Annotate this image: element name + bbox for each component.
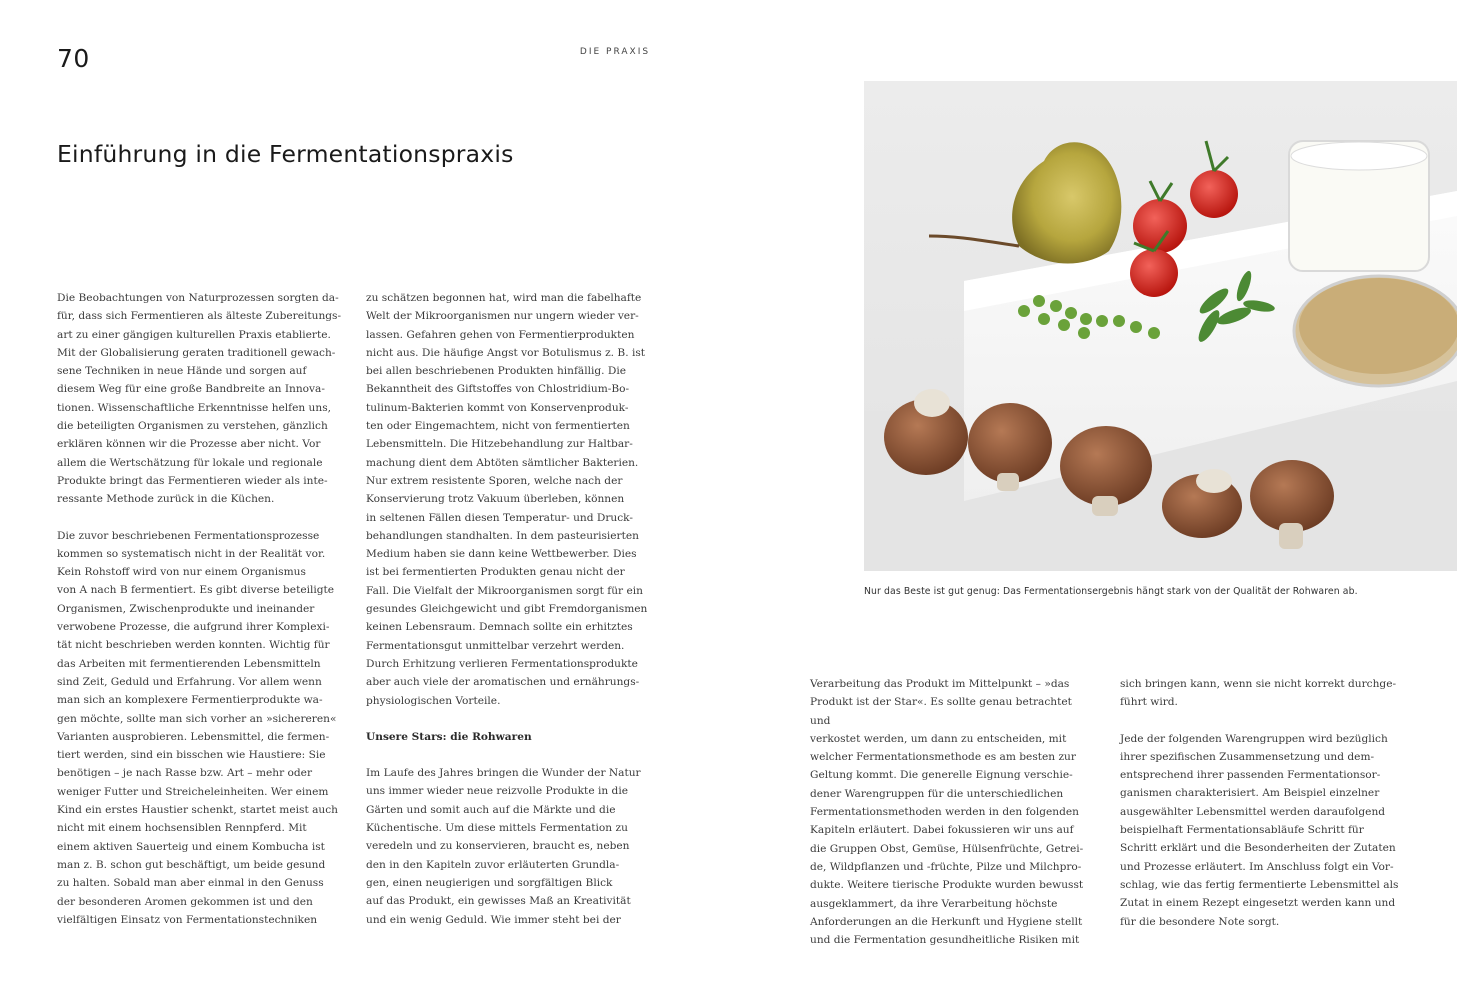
text-column-2 bbox=[366, 289, 651, 947]
paragraph: Die zuvor beschriebenen Fermentationsprozesse kommen so systematisch nicht in der Realität vor. Kein Rohstoff wird von nur einem Organismus von A nach B fermentiert. Es gibt diverse beteiligte Organismen, Zwischenprodukte und ineinander verwobene Prozesse, die aufgrund ihrer Komplexi- tät nicht beschrieben werden konnten. Wichtig für das Arbeiten mit fermentierenden Lebensmitteln sind Zeit, Geduld und Erfahrung. Vor allem wenn man sich an komplexere Fermentierprodukte wa- gen möchte, sollte man sich vorher an »sichereren« Varianten ausprobieren. Lebensmittel, die fermen- tiert werden, sind ein bisschen wie Haustiere: Sie benötigen – je nach Rasse bzw. Art – mehr oder weniger Futter und Streicheleinheiten. Wer einem Kind ein erstes Haustier schenkt, startet meist auch nicht mit einem hochsensiblen Rennpferd. Mit einem aktiven Sauerteig und einem Kombucha ist man z. B. schon gut beschäftigt, um beide gesund zu halten. Sobald man aber einmal in den Genuss der besonderen Aromen gekommen ist und den vielfältigen Einsatz von Fermentationstechniken bbox=[57, 529, 338, 926]
page-number: 70 bbox=[57, 44, 90, 73]
paragraph: sich bringen kann, wenn sie nicht korrekt durchge- führt wird. bbox=[1120, 678, 1397, 709]
text-column-4 bbox=[1120, 675, 1405, 949]
food-photo-illustration bbox=[864, 81, 1457, 571]
paragraph: Im Laufe des Jahres bringen die Wunder der Natur uns immer wieder neue reizvolle Produkte in die Gärten und somit auch auf die Märkte und die Küchentische. Um diese mittels Fermentation zu veredeln und zu konservieren, braucht es, neben den in den Kapiteln zuvor erläuterten Grundla- gen, einen neugierigen und sorgfältigen Blick auf das Produkt, ein gewisses Maß an Kreativität und ein wenig Geduld. Wie immer steht bei der bbox=[366, 767, 641, 926]
subheading: Unsere Stars: die Rohwaren bbox=[366, 730, 532, 743]
paragraph: Die Beobachtungen von Naturprozessen sorgten da- für, dass sich Fermentieren als älteste Zubereitungs- art zu einer gängigen kulturellen Praxis etablierte. Mit der Globalisierung geraten traditionell gewach- sene Techniken in neue Hände und sorgen auf diesem Weg für eine große Bandbreite an Innova- tionen. Wissenschaftliche Erkenntnisse helfen uns, die beteiligten Organismen zu verstehen, gänzlich erklären können wir die Prozesse aber nicht. Vor allem die Wertschätzung für lokale und regionale Produkte bringt das Fermentieren wieder als inte- ressante Methode zurück in die Küchen. bbox=[57, 292, 342, 506]
paragraph: Jede der folgenden Warengruppen wird bezüglich ihrer spezifischen Zusammensetzung und dem- entsprechend ihrer passenden Fermentationsor- ganismen charakterisiert. Am Beispiel einzelner ausgewählter Lebensmittel werden daraufolgend beispielhaft Fermentationsabläufe Schritt für Schritt erklärt und die Besonderheiten der Zutaten und Prozesse erläutert. Im Anschluss folgt ein Vor- schlag, wie das fertig fermentierte Lebensmittel als Zutat in einem Rezept eingesetzt werden kann und für die besondere Note sorgt. bbox=[1120, 732, 1399, 928]
food-photo bbox=[864, 81, 1457, 571]
text-column-3 bbox=[810, 675, 1095, 967]
paragraph: Verarbeitung das Produkt im Mittelpunkt – »das Produkt ist der Star«. Es sollte genau betrachtet und verkostet werden, um dann zu entscheiden, mit welcher Fermentationsmethode es am besten zur Geltung kommt. Die generelle Eignung verschie- dener Warengruppen für die unterschiedlichen Fermentationsmethoden werden in den folgenden Kapiteln erläutert. Dabei fokussieren wir uns auf die Gruppen Obst, Gemüse, Hülsenfrüchte, Getrei- de, Wildpflanzen und -früchte, Pilze und Milchpro- dukte. Weitere tierische Produkte wurden bewusst ausgeklammert, da ihre Verarbeitung höchste Anforderungen an die Herkunft und Hygiene stellt und die Fermentation gesundheitliche Risiken mit bbox=[810, 678, 1084, 947]
text-column-1 bbox=[57, 289, 342, 947]
paragraph: zu schätzen begonnen hat, wird man die fabelhafte Welt der Mikroorganismen nur ungern wieder ver- lassen. Gefahren gehen von Fermentierprodukten nicht aus. Die häufige Angst vor Botulismus z. B. ist bei allen beschriebenen Produkten hinfällig. Die Bekanntheit des Giftstoffes von Chlostridium-Bo- tulinum-Bakterien kommt von Konservenproduk- ten oder Eingemachtem, nicht von fermentierten Lebensmitteln. Die Hitzebehandlung zur Haltbar- machung dient dem Abtöten sämtlicher Bakterien. Nur extrem resistente Sporen, welche nach der Konservierung trotz Vakuum überleben, können in seltenen Fällen diesen Temperatur- und Druck- behandlungen standhalten. In dem pasteurisierten Medium haben sie dann keine Wettbewerber. Dies ist bei fermentierten Produkten genau nicht der Fall. Die Vielfalt der Mikroorganismen sorgt für ein gesundes Gleichgewicht und gibt Fremdorganismen keinen Lebensraum. Demnach sollte ein erhitztes Fermentationsgut unmittelbar verzehrt werden. Durch Erhitzung verlieren Fermentationsprodukte aber auch viele der aromatischen und ernährungs- physiologischen Vorteile. bbox=[366, 292, 648, 707]
running-head: DIE PRAXIS bbox=[579, 47, 651, 57]
figure-caption: Nur das Beste ist gut genug: Das Fermentationsergebnis hängt stark von der Qualität der Rohwaren ab. bbox=[864, 586, 1358, 597]
chapter-title: Einführung in die Fermentationspraxis bbox=[57, 140, 514, 168]
